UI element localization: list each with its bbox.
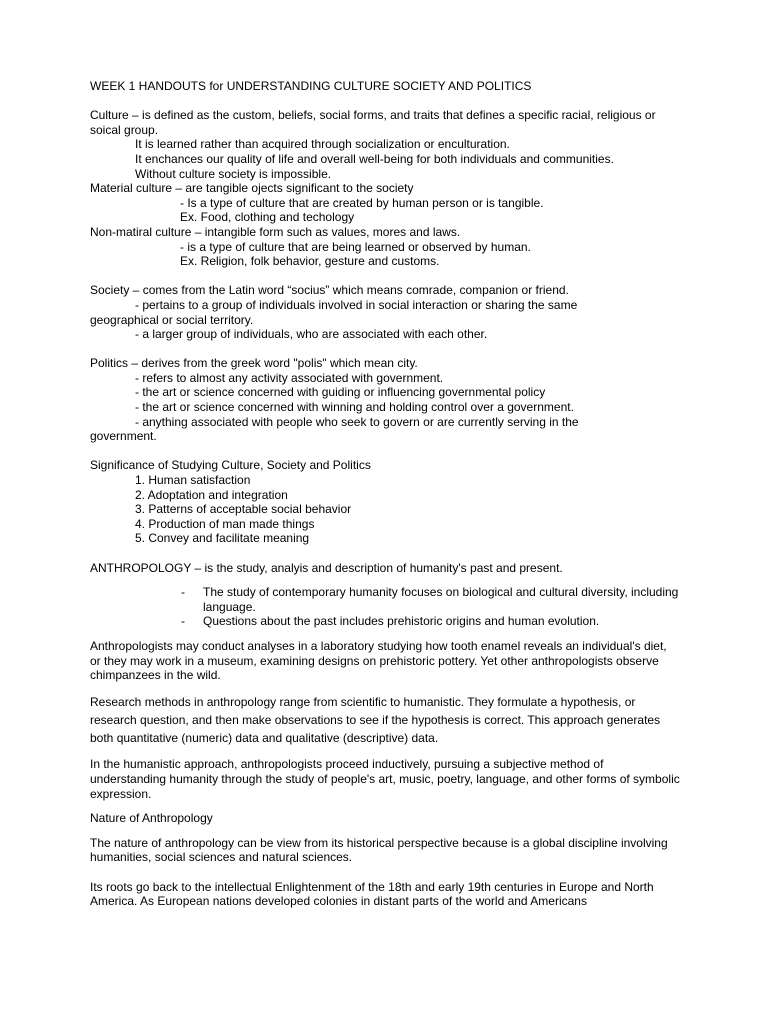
bullet-dash: - bbox=[181, 585, 185, 600]
culture-definition: Culture – is defined as the custom, beliefs, social forms, and traits that defines a specific racial, religious or soical group. bbox=[90, 108, 656, 137]
significance-item: 5. Convey and facilitate meaning bbox=[135, 531, 310, 546]
anthropology-bullet bbox=[90, 585, 680, 614]
significance-item: 3. Patterns of acceptable social behavior bbox=[135, 502, 352, 517]
society-point: - a larger group of individuals, who are associated with each other. bbox=[135, 327, 488, 342]
document-body bbox=[90, 79, 680, 909]
politics-point: - anything associated with people who seek to govern or are currently serving in the bbox=[135, 414, 579, 429]
society-point: - pertains to a group of individuals involved in social interaction or sharing the same bbox=[135, 297, 578, 312]
culture-point: It enchances our quality of life and overall well-being for both individuals and communities. bbox=[135, 151, 614, 166]
anthropology-paragraph: Research methods in anthropology range from scientific to humanistic. They formulate a hypothesis, or research question, and then make observations to see if the hypothesis is correct. This approach generates both quantitative (numeric) data and qualitative (descriptive) data. bbox=[90, 694, 661, 746]
politics-point: - the art or science concerned with winning and holding control over a government. bbox=[135, 400, 574, 415]
culture-point: Without culture society is impossible. bbox=[135, 166, 332, 181]
politics-point: - refers to almost any activity associated with government. bbox=[135, 370, 444, 385]
significance-item: 4. Production of man made things bbox=[135, 516, 315, 531]
bullet-text: Questions about the past includes prehistoric origins and human evolution. bbox=[203, 614, 600, 629]
anthropology-definition: ANTHROPOLOGY – is the study, analyis and description of humanity's past and present. bbox=[90, 560, 563, 575]
material-culture-point: - Is a type of culture that are created by human person or is tangible. bbox=[180, 195, 544, 210]
society-definition: Society – comes from the Latin word “socius” which means comrade, companion or friend. bbox=[90, 283, 569, 298]
anthropology-paragraph: Anthropologists may conduct analyses in a laboratory studying how tooth enamel reveals an individual's diet, or they may work in a museum, examining designs on prehistoric pottery. Yet other anthropologists observe chimpanzees in the wild. bbox=[90, 638, 667, 683]
politics-point-continuation: government. bbox=[90, 429, 157, 444]
bullet-dash: - bbox=[181, 614, 185, 629]
material-culture-point: Ex. Food, clothing and techology bbox=[180, 210, 355, 225]
anthropology-bullet bbox=[90, 614, 680, 629]
material-culture-definition: Material culture – are tangible ojects significant to the society bbox=[90, 181, 414, 196]
nature-paragraph: The nature of anthropology can be view from its historical perspective because is a global discipline involving humanities, social sciences and natural sciences. bbox=[90, 835, 668, 865]
significance-heading: Significance of Studying Culture, Society and Politics bbox=[90, 458, 371, 473]
anthropology-paragraph: In the humanistic approach, anthropologists proceed inductively, pursuing a subjective method of understanding humanity through the study of people's art, music, poetry, language, and other forms of symbolic expression. bbox=[90, 757, 680, 801]
culture-point: It is learned rather than acquired through socialization or enculturation. bbox=[135, 137, 510, 152]
nature-heading: Nature of Anthropology bbox=[90, 811, 213, 826]
society-point-continuation: geographical or social territory. bbox=[90, 312, 254, 327]
politics-point: - the art or science concerned with guiding or influencing governmental policy bbox=[135, 385, 546, 400]
document-title: WEEK 1 HANDOUTS for UNDERSTANDING CULTURE SOCIETY AND POLITICS bbox=[90, 79, 532, 93]
nonmaterial-culture-definition: Non-matiral culture – intangible form such as values, mores and laws. bbox=[90, 224, 461, 239]
nonmaterial-culture-point: Ex. Religion, folk behavior, gesture and customs. bbox=[180, 254, 440, 269]
significance-item: 1. Human satisfaction bbox=[135, 473, 251, 488]
bullet-text: The study of contemporary humanity focuses on biological and cultural diversity, including language. bbox=[203, 585, 679, 614]
significance-item: 2. Adoptation and integration bbox=[135, 487, 288, 502]
politics-definition: Politics – derives from the greek word "polis" which mean city. bbox=[90, 356, 418, 371]
nature-paragraph: Its roots go back to the intellectual Enlightenment of the 18th and early 19th centuries in Europe and North America. As European nations developed colonies in distant parts of the world and Americans bbox=[90, 879, 654, 909]
nonmaterial-culture-point: - is a type of culture that are being learned or observed by human. bbox=[180, 239, 531, 254]
